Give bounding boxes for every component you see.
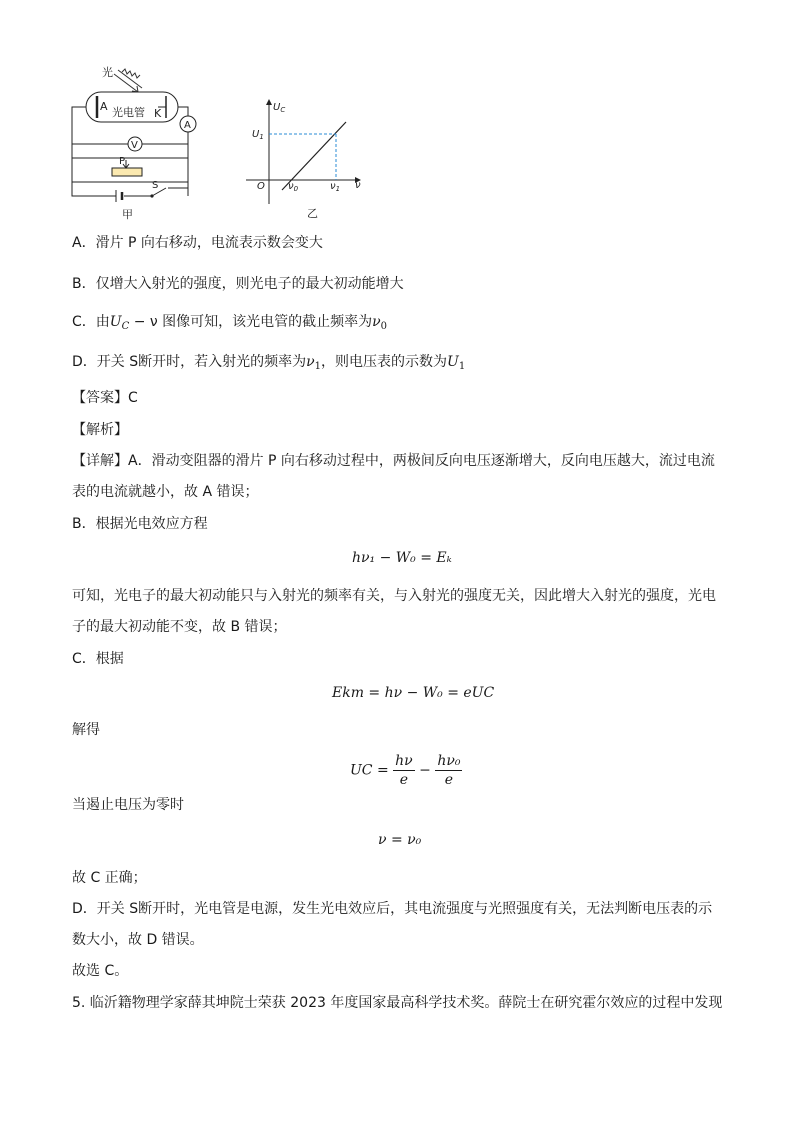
slider-label: P [119, 156, 126, 167]
anode-label: A [100, 100, 108, 113]
equation-3: UC = $\frac{h\nu}{e}$ − $\frac{\text{hν₀}}{e}$ [350, 753, 461, 788]
svg-text:ν0: $\nu_0$ [288, 181, 299, 193]
circuit-diagram [66, 60, 206, 220]
c-heading: C．根据 [72, 651, 124, 667]
switch-label: S [152, 180, 159, 191]
equation-1: hν₁ − W₀ = Eₖ [352, 550, 452, 566]
cathode-label: K [154, 107, 162, 120]
svg-text:UC: $U_C$ [273, 102, 286, 114]
figure-yi-caption: 乙 [307, 207, 318, 220]
solve-label: 解得 [72, 722, 100, 738]
detail-line-2: 表的电流就越小，故 A 错误； [72, 484, 259, 500]
rheostat-icon [112, 168, 142, 176]
origin-label: O [257, 181, 265, 192]
figure-jia-caption: 甲 [122, 208, 133, 220]
svg-text:ν1: $\nu_1$ [330, 181, 341, 193]
final-choice: 故选 C。 [72, 963, 129, 979]
analysis-heading: 【解析】 [72, 422, 128, 438]
b-heading: B．根据光电效应方程 [72, 516, 208, 532]
v1-label: ν [330, 181, 336, 192]
question-5: 5. 临沂籍物理学家薛其坤院士荣获 2023 年度国家最高科学技术奖。薛院士在研究霍尔效应的过程中发现 [72, 995, 723, 1011]
v0-label: ν [288, 181, 294, 192]
option-a: A．滑片 P 向右移动，电流表示数会变大 [72, 235, 323, 251]
u1-label: U [252, 129, 260, 140]
option-c: C．由$U_C - \nu$ 图像可知，该光电管的截止频率为$\nu_0$ [72, 314, 388, 332]
uc-nu-graph [242, 96, 372, 220]
y-axis-label: U [273, 102, 281, 113]
option-d: D．开关 S断开时，若入射光的频率为$\nu_1$，则电压表的示数为$U_1$ [72, 354, 466, 372]
d-line-2: 数大小，故 D 错误。 [72, 932, 204, 948]
equation-4: ν = ν₀ [378, 832, 422, 848]
d-line-1: D．开关 S断开时，光电管是电源，发生光电效应后，其电流强度与光照强度有关，无法判断电压表的示 [72, 901, 713, 917]
light-label: 光 [102, 66, 113, 79]
x-axis-label: ν [355, 180, 361, 191]
zero-voltage-text: 当遏止电压为零时 [72, 797, 184, 813]
equation-2: Ekm = hν − W₀ = eUC [332, 685, 495, 701]
light-arrow [114, 69, 142, 92]
b-line-1: 可知，光电子的最大初动能只与入射光的频率有关，与入射光的强度无关，因此增大入射光的强度，光电 [72, 588, 716, 604]
answer: 【答案】C [72, 390, 138, 406]
detail-line-1: 【详解】A．滑动变阻器的滑片 P 向右移动过程中，两极间反向电压逐渐增大，反向电压越大，流过电流 [72, 453, 715, 469]
c-conclusion: 故 C 正确； [72, 870, 147, 886]
svg-text:U1: $U_1$ [252, 129, 264, 141]
svg-text:A: A [184, 120, 191, 131]
option-b: B．仅增大入射光的强度，则光电子的最大初动能增大 [72, 276, 404, 292]
b-line-2: 子的最大初动能不变，故 B 错误； [72, 619, 287, 635]
tube-label: 光电管 [112, 106, 145, 119]
svg-text:V: V [131, 140, 138, 151]
